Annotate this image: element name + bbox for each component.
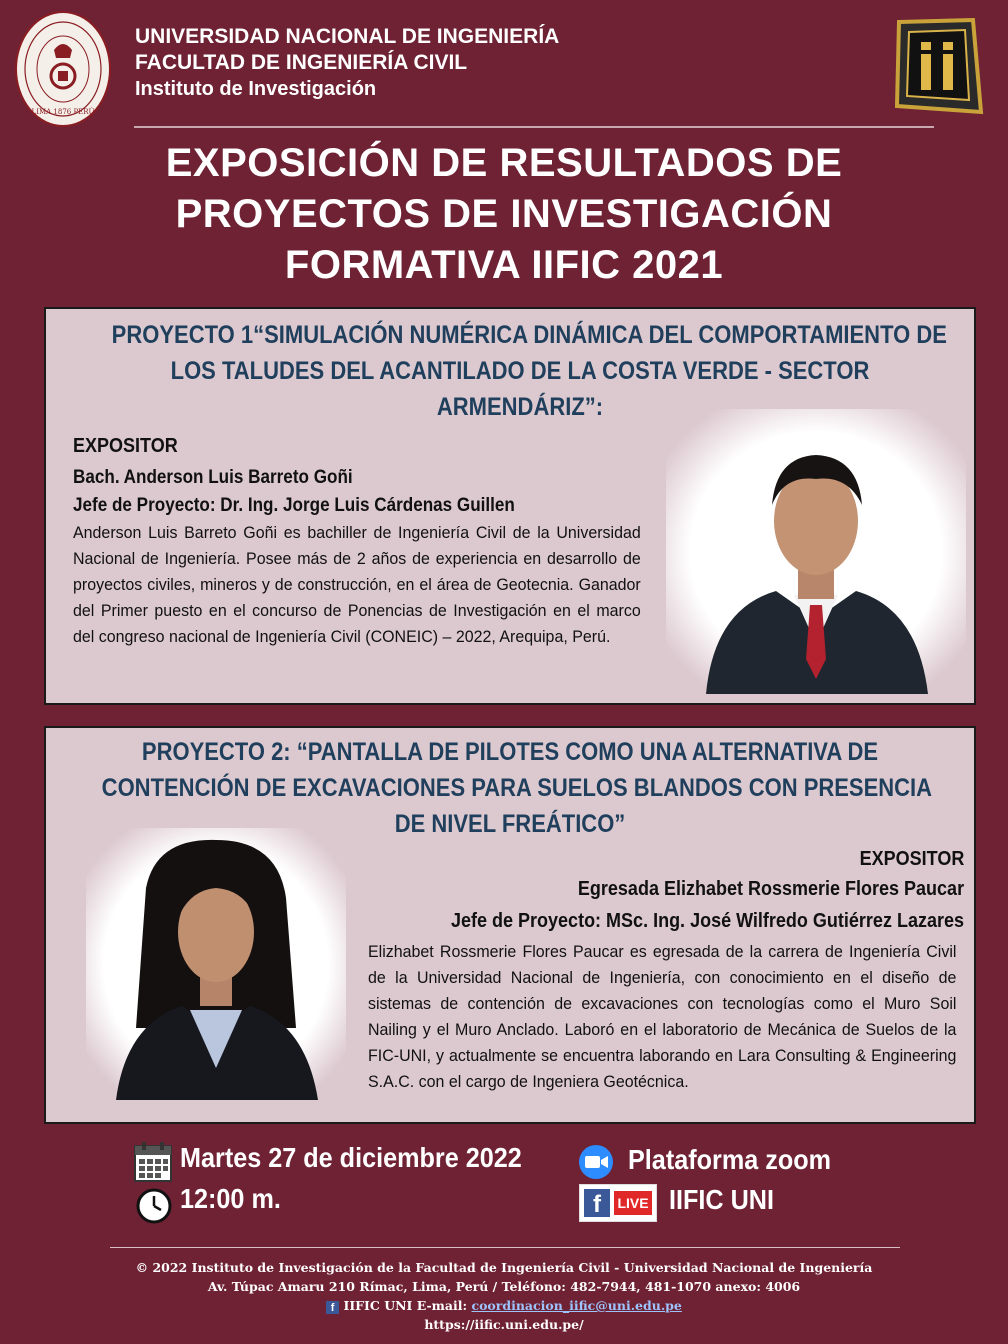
title-line-1: EXPOSICIÓN DE RESULTADOS DE <box>165 141 843 185</box>
footer <box>0 1258 1008 1334</box>
project-2-title-line: PROYECTO 2: “PANTALLA DE PILOTES COMO UNA ALTERNATIVA DE <box>141 738 879 766</box>
project-2-card <box>44 726 976 1124</box>
project-2-title <box>101 734 933 842</box>
email-label: E-mail: <box>416 1298 468 1313</box>
presenter-name: Egresada Elizhabet Rossmerie Flores Paucar <box>577 878 964 900</box>
university-name: UNIVERSIDAD NACIONAL DE INGENIERÍA <box>135 25 560 48</box>
project-1-title-line: ARMENDÁRIZ”: <box>436 393 604 421</box>
institution-header <box>135 24 559 102</box>
facebook-icon: f <box>326 1301 339 1314</box>
presenter-photo <box>86 828 346 1100</box>
footer-divider <box>110 1247 900 1248</box>
presenter-bio: Elizhabet Rossmerie Flores Paucar es egresada de la carrera de Ingeniería Civil de la Universidad Nacional de Ingeniería, con conocimiento en el diseño de sistemas de contención de excavaciones con tecnologías como el Muro Soil Nailing y el Muro Anclado. Laboró en el laboratorio de Mecánica de Suelos de la FIC-UNI, y actualmente se encuentra laborando en Lara Consulting & Engineering S.A.C. con el cargo de Ingeniera Geotécnica. <box>368 942 957 1091</box>
project-1-title-line: LOS TALUDES DEL ACANTILADO DE LA COSTA VERDE - SECTOR <box>170 357 870 385</box>
event-time: 12:00 m. <box>180 1183 281 1214</box>
expositor-label: EXPOSITOR <box>859 848 964 870</box>
facebook-live-badge <box>579 1184 657 1222</box>
title-line-3: FORMATIVA IIFIC 2021 <box>284 243 724 287</box>
title-line-2: PROYECTOS DE INVESTIGACIÓN <box>175 192 833 236</box>
footer-address: Av. Túpac Amaru 210 Rímac, Lima, Perú / Teléfono: 482-7944, 481-1070 anexo: 4006 <box>207 1279 801 1294</box>
project-2-title-line: CONTENCIÓN DE EXCAVACIONES PARA SUELOS BLANDOS CON PRESENCIA <box>101 774 933 802</box>
svg-text:LIMA 1876 PERÚ: LIMA 1876 PERÚ <box>31 108 95 116</box>
event-title <box>0 138 1008 291</box>
live-channel: IIFIC UNI <box>669 1184 775 1215</box>
project-lead: Jefe de Proyecto: MSc. Ing. José Wilfredo Gutiérrez Lazares <box>451 910 964 932</box>
project-lead: Jefe de Proyecto: Dr. Ing. Jorge Luis Cárdenas Guillen <box>73 495 515 516</box>
project-2-title-line: DE NIVEL FREÁTICO” <box>394 810 626 838</box>
presenter-photo <box>666 409 966 694</box>
project-1-card <box>44 307 976 705</box>
project-1-title-line: PROYECTO 1“SIMULACIÓN NUMÉRICA DINÁMICA DEL COMPORTAMIENTO DE <box>111 321 947 349</box>
event-platform: Plataforma zoom <box>628 1144 832 1175</box>
ii-logo-icon <box>893 18 985 116</box>
calendar-icon <box>134 1142 172 1182</box>
facebook-icon: f <box>584 1189 610 1217</box>
email-link[interactable]: coordinacion_iific@uni.edu.pe <box>471 1298 682 1313</box>
footer-contact <box>0 1296 1008 1315</box>
institute-name: Instituto de Investigación <box>135 78 377 100</box>
website-link[interactable]: https://iific.uni.edu.pe/ <box>424 1317 584 1332</box>
live-badge: LIVE <box>614 1191 652 1215</box>
faculty-name: FACULTAD DE INGENIERÍA CIVIL <box>135 51 468 74</box>
facebook-page[interactable]: IIFIC UNI <box>343 1298 413 1313</box>
presenter-name: Bach. Anderson Luis Barreto Goñi <box>73 467 353 488</box>
university-seal <box>14 10 112 128</box>
header-divider <box>134 126 934 128</box>
zoom-icon <box>578 1144 614 1180</box>
presenter-bio: Anderson Luis Barreto Goñi es bachiller de Ingeniería Civil de la Universidad Nacional de Ingeniería. Posee más de 2 años de experiencia en desarrollo de proyectos civiles, mineros y de construcción, en el área de Geotecnia. Ganador del Primer puesto en el concurso de Ponencias de Investigación en el marco del congreso nacional de Ingeniería Civil (CONEIC) – 2022, Arequipa, Perú. <box>73 523 641 646</box>
footer-copyright: © 2022 Instituto de Investigación de la Facultad de Ingeniería Civil - Universidad Nacional de Ingeniería <box>135 1260 873 1275</box>
expositor-label: EXPOSITOR <box>73 435 178 457</box>
clock-icon <box>136 1188 172 1224</box>
event-date: Martes 27 de diciembre 2022 <box>180 1142 522 1173</box>
